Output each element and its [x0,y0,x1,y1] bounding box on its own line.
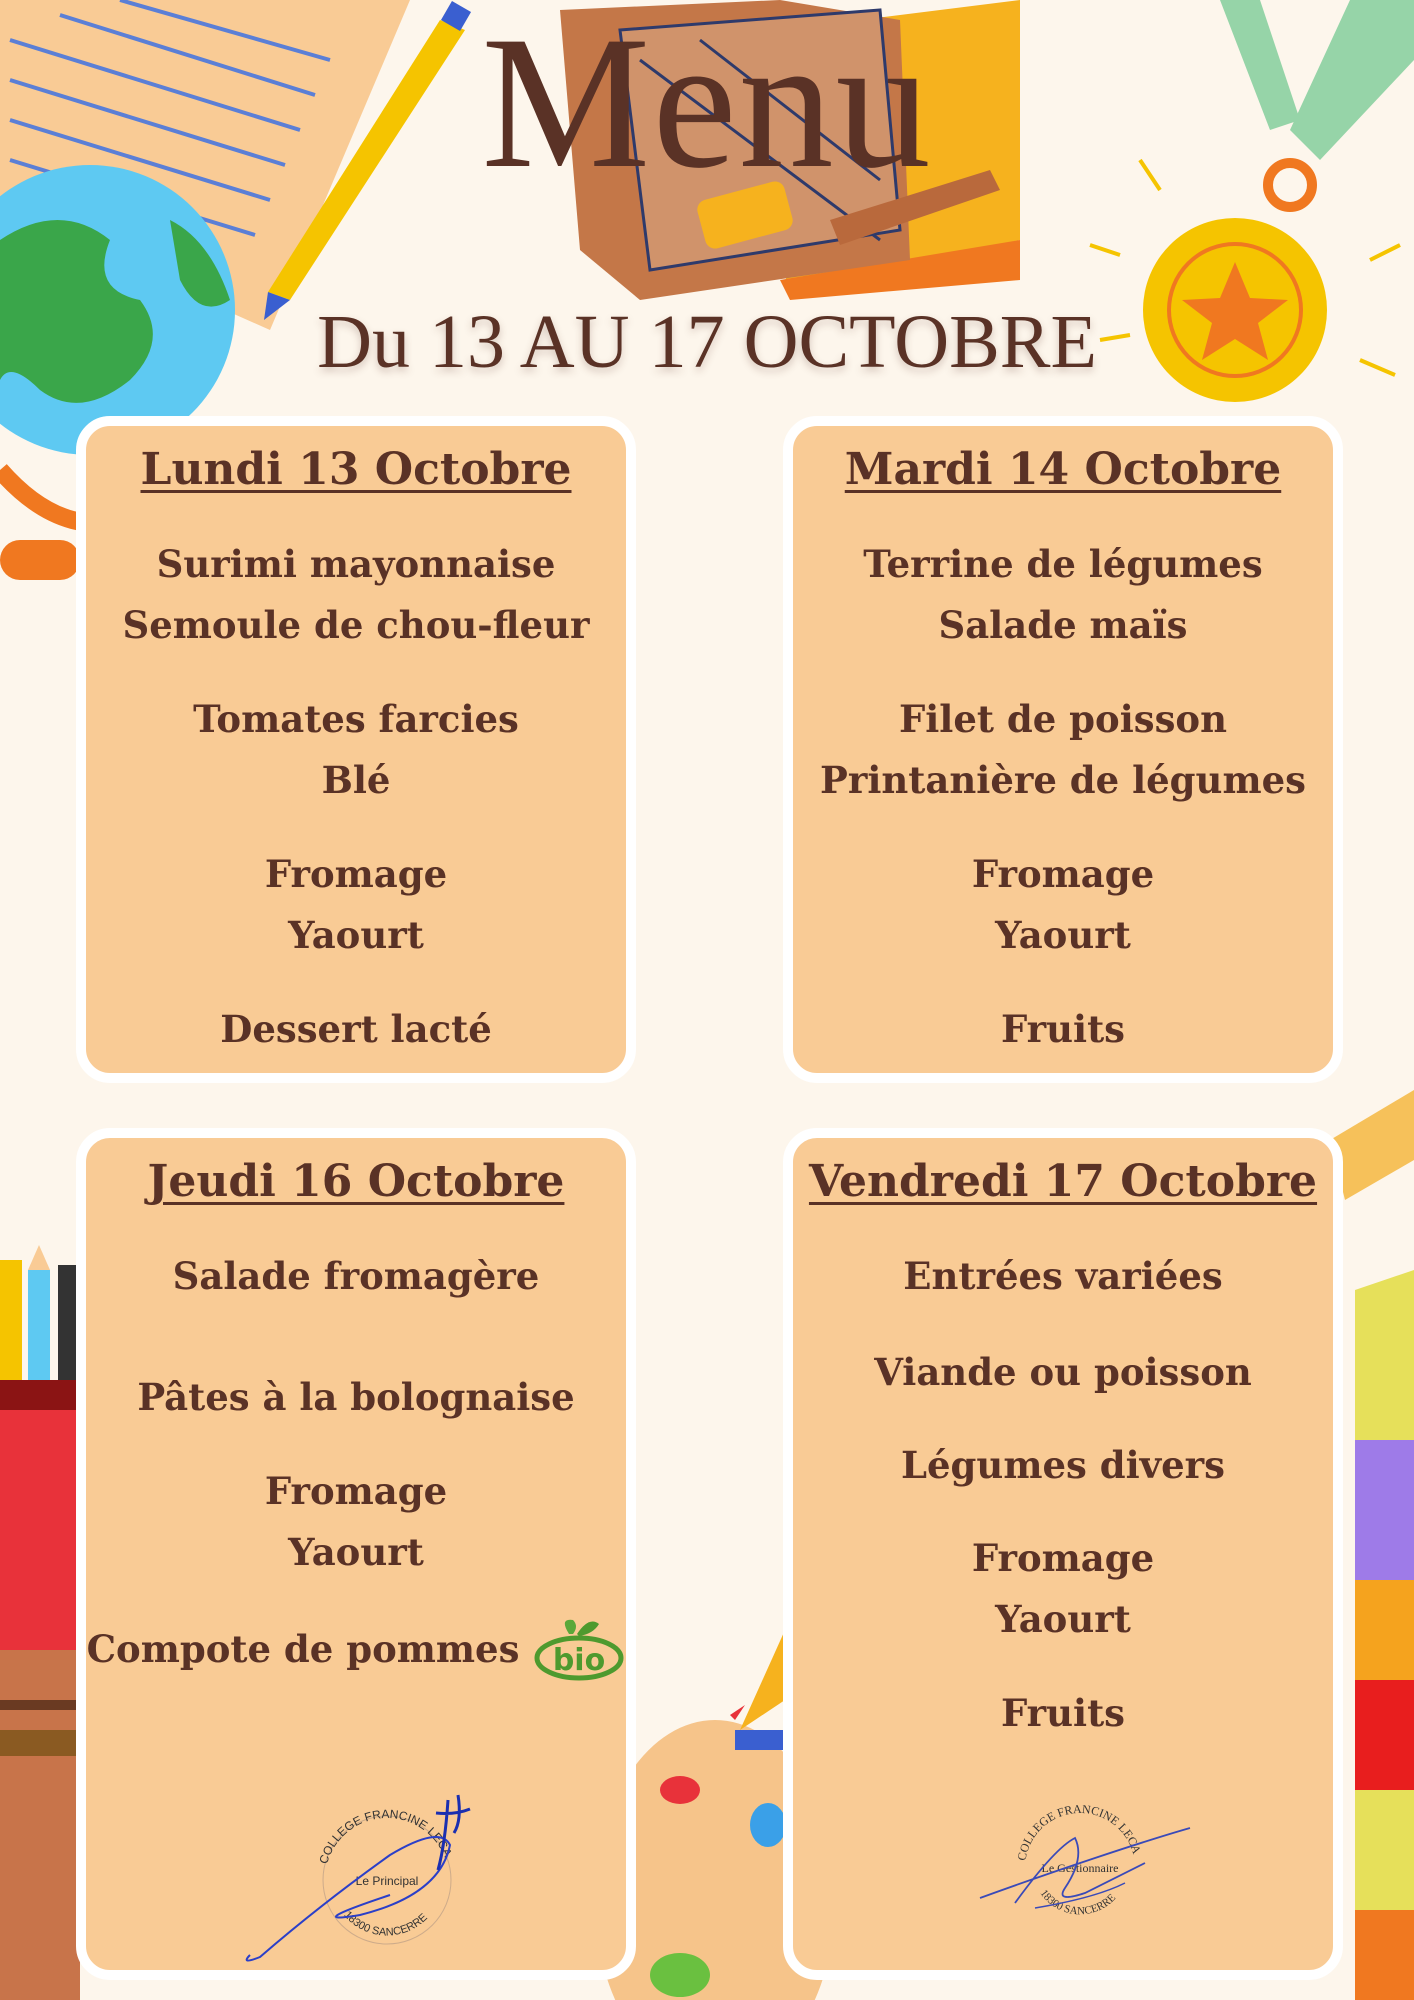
menu-group-dairy [793,844,1333,966]
menu-item: Tomates farcies [193,697,519,741]
menu-item: Dessert lacté [220,1007,492,1051]
menu-item: Printanière de légumes [820,758,1306,802]
menu-group-main [86,1367,626,1428]
day-title: Mardi 14 Octobre [844,444,1282,495]
menu-item: Pâtes à la bolognaise [137,1375,575,1419]
menu-item: Filet de poisson [898,697,1228,741]
menu-item: Fromage [264,1469,448,1513]
menu-item: Légumes divers [900,1443,1226,1487]
menu-item: Fromage [971,852,1155,896]
day-card-tuesday [783,416,1343,1083]
menu-item: Fromage [971,1536,1155,1580]
menu-item: Yaourt [995,913,1131,957]
menu-item: Blé [321,758,391,802]
menu-group-dessert [793,1683,1333,1744]
bio-leaf-icon [533,1616,625,1682]
menu-group-starter [86,534,626,656]
day-title: Lundi 13 Octobre [140,444,572,495]
stamp-city: 18300 SANCERRE [341,1908,430,1939]
menu-item: Yaourt [288,913,424,957]
page-subtitle: Du 13 AU 17 OCTOBRE [317,300,1097,384]
menu-item: Fruits [1001,1691,1125,1735]
menu-item: Semoule de chou-fleur [122,603,590,647]
menu-group-starter [86,1246,626,1307]
menu-group-dessert [86,999,626,1060]
menu-item: Terrine de légumes [863,542,1263,586]
menu-group-starter [793,534,1333,656]
stamp-role: Le Gestionnaire [1041,1861,1119,1875]
menu-item: Entrées variées [903,1254,1223,1298]
menu-item-with-badge [87,1616,626,1682]
menu-group-main [793,689,1333,811]
stamp-ring-text: COLLEGE FRANCINE LECA [1014,1801,1144,1862]
menu-item: Yaourt [995,1597,1131,1641]
menu-item: Salade maïs [938,603,1188,647]
menu-item: Fromage [264,852,448,896]
menu-item: Viande ou poisson [874,1350,1252,1394]
menu-item: Yaourt [288,1530,424,1574]
principal-stamp [240,1785,500,1975]
day-title: Jeudi 16 Octobre [147,1156,565,1207]
menu-group-main [86,689,626,811]
menu-item: Surimi mayonnaise [156,542,556,586]
menu-item: Salade fromagère [172,1254,540,1298]
menu-group-dairy [793,1528,1333,1650]
menu-group-main [793,1342,1333,1403]
menu-group-dairy [86,1461,626,1583]
stamp-city: 18300 SANCERRE [1037,1887,1119,1918]
gestionnaire-stamp [975,1788,1215,1938]
menu-item: Compote de pommes [86,1626,520,1671]
menu-group-dairy [86,844,626,966]
stamp-role: Le Principal [355,1874,419,1888]
day-card-monday [76,416,636,1083]
books-stack-icon [1355,1270,1414,2000]
menu-item: Fruits [1001,1007,1125,1051]
menu-group-dessert [793,999,1333,1060]
stamp-ring-text: COLLEGE FRANCINE LECA [316,1806,456,1866]
colored-pencils-icon [0,1245,80,2000]
bio-badge-label: bio [553,1643,606,1678]
menu-group-side [793,1435,1333,1496]
menu-group-starter [793,1246,1333,1307]
menu-group-dessert [86,1616,626,1682]
page-title: Menu [481,0,933,208]
day-title: Vendredi 17 Octobre [808,1156,1318,1207]
